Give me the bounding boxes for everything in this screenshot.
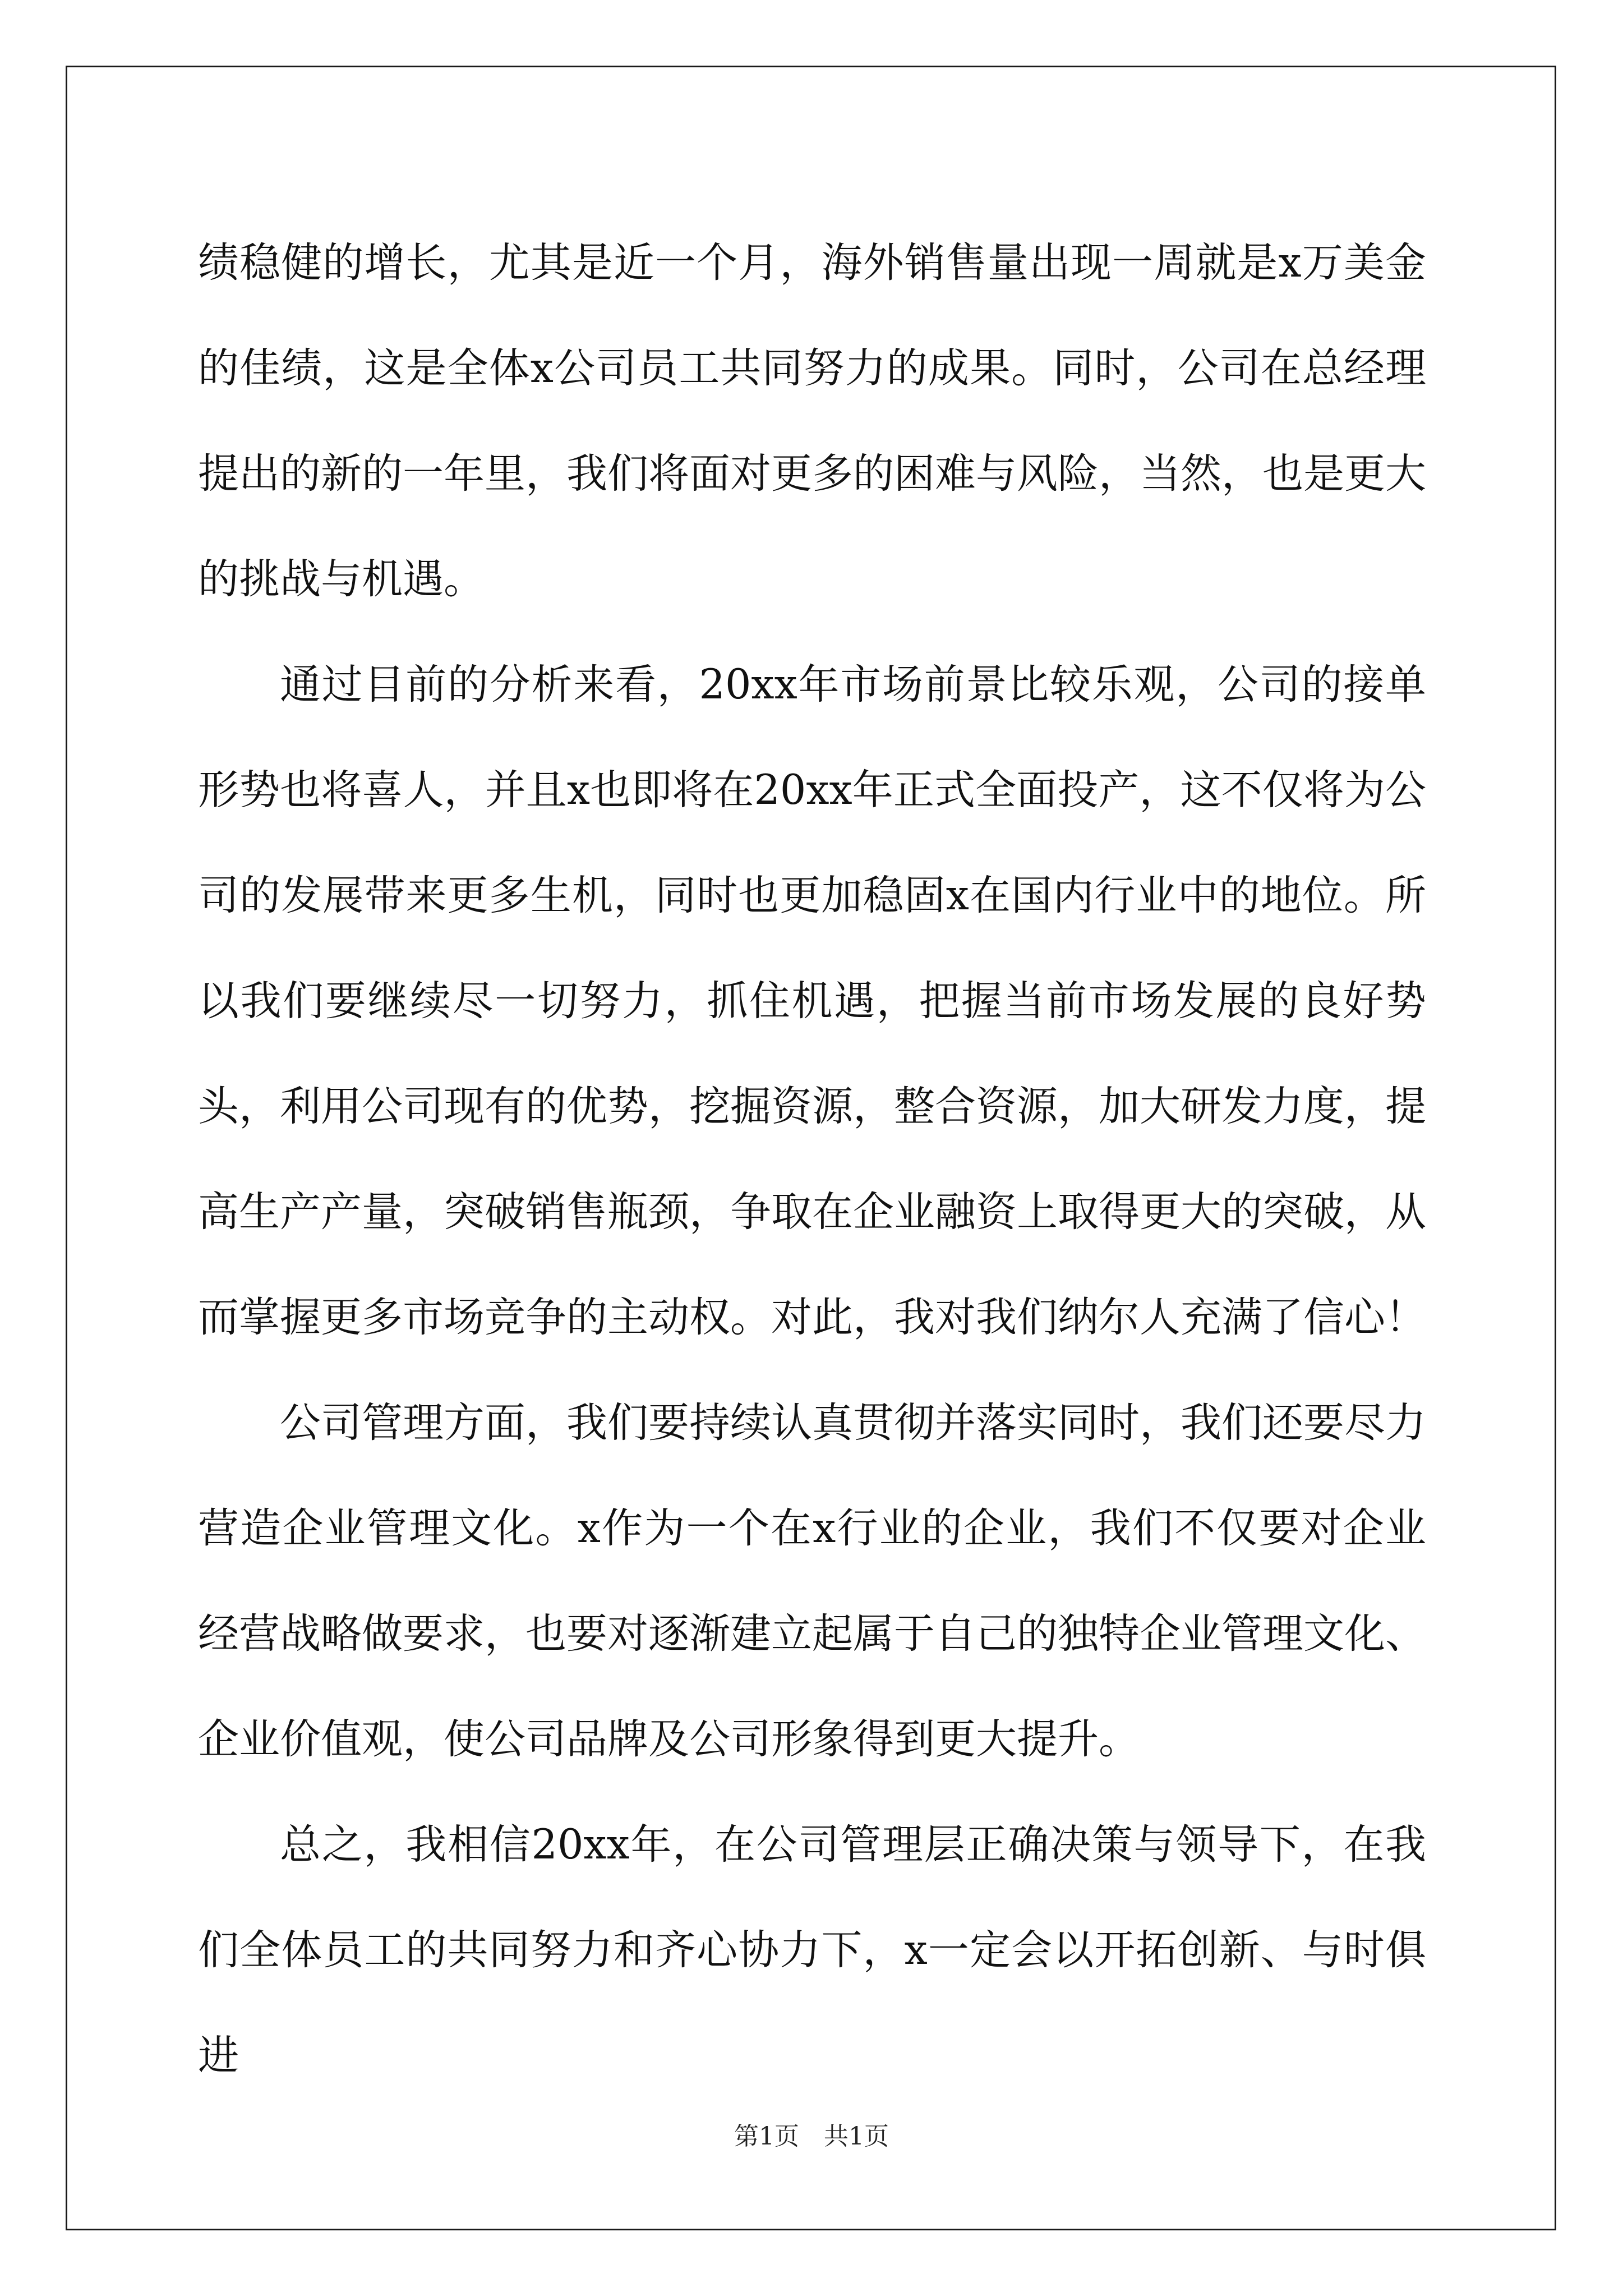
- document-body: [198, 210, 1426, 2109]
- page-number-total: 共1页: [824, 2122, 889, 2151]
- paragraph-2: 通过目前的分析来看，20xx年市场前景比较乐观，公司的接单形势也将喜人，并且x也即将在20xx年正式全面投产，这不仅将为公司的发展带来更多生机，同时也更加稳固x在国内行业中的地位。所以我们要继续尽一切努力，抓住机遇，把握当前市场发展的良好势头，利用公司现有的优势，挖掘资源，整合资源，加大研发力度，提高生产产量，突破销售瓶颈，争取在企业融资上取得更大的突破，从而掌握更多市场竞争的主动权。对此，我对我们纳尔人充满了信心！: [198, 661, 1426, 1341]
- paragraph-4: 总之，我相信20xx年，在公司管理层正确决策与领导下，在我们全体员工的共同努力和齐心协力下，x一定会以开拓创新、与时俱进: [198, 1821, 1426, 2079]
- page-footer: [0, 2116, 1623, 2152]
- page-number-current: 第1页: [734, 2122, 799, 2151]
- paragraph-3: 公司管理方面，我们要持续认真贯彻并落实同时，我们还要尽力营造企业管理文化。x作为一个在x行业的企业，我们不仅要对企业经营战略做要求，也要对逐渐建立起属于自己的独特企业管理文化、企业价值观，使公司品牌及公司形象得到更大提升。: [198, 1399, 1426, 1763]
- paragraph-1: 绩稳健的增长，尤其是近一个月，海外销售量出现一周就是x万美金的佳绩，这是全体x公司员工共同努力的成果。同时，公司在总经理提出的新的一年里，我们将面对更多的困难与风险，当然，也是更大的挑战与机遇。: [198, 239, 1426, 603]
